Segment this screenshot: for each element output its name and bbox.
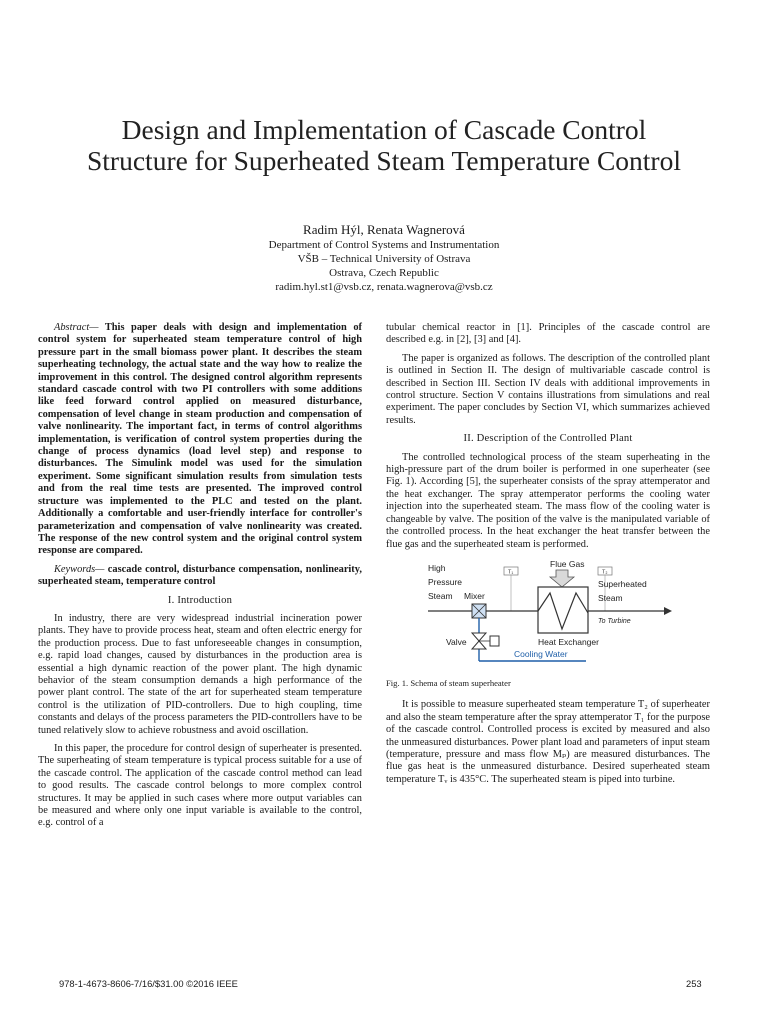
label-t2: T₂ [602,569,608,576]
valve-top [472,633,486,641]
section-heading-plant: II. Description of the Controlled Plant [463,433,633,445]
label-steam-in: Steam [428,590,453,601]
title-line-2: Structure for Superheated Steam Temperature Control [87,145,681,176]
superheater-diagram [426,557,676,673]
intro-paragraph-2: In this paper, the procedure for control design of superheater is presented. The superheating of steam temperature is typical process suitable for a use of the cascade control. The application of the cascade control method can lead to good results. The cascade control belongs to more complex control structures. It may be applied in such cases where more output variables can be measured and where only one input variable is available to the control, e.g. control of a [38,743,362,829]
plant-paragraph: The controlled technological process of the steam superheating in the high-pressure part of the drum boiler is performed in one superheater (see Fig. 1). According [5], the superheater consists of the spray attemperator and the heat exchanger. The spray attemperator performs the cooling water injection into the superheated steam. The mass flow of the cooling water is changeable by valve. The position of the valve is the manipulated variable of the controlled process. In the heat exchanger the heat transfer between the flue gas and the superheated steam is performed. [386,451,710,550]
label-to-turbine: To Turbine [598,617,631,625]
keywords-label: Keywords— [54,563,105,575]
abstract-label: Abstract— [54,322,99,333]
intro-paragraph-1: In industry, there are very widespread industrial incineration power plants. They have to provide process heat, steam and often electric energy for the production process. Due to fast unforeseeable changes in consumption, e.g. rapid load changes, caused by disturbances in the production area is essential a high dynamic reaction of the power plant. The high dynamic behavior of the steam consumption demands a high performance of the power plant control. The state of the art for superheated steam temperature control is the utilization of PID-controllers. Due to high coupling, time constants and delays of the process parameters the PID-controllers have to be tuned relatively slow to achieve robustness and avoid oscillation. [38,612,362,736]
abstract-text: This paper deals with design and implementation of control system for superheated steam temperature control of high pressure part in the small biomass power plant. It describes the steam superheating technology, the actual state and the way how to realize the improvement in this control. The designed control algorithm represents standard cascade control with two PI controllers with some additions like feed forward control applied on measured disturbance, compensation of level change in steam production and compensation of valve nonlinearity. The important fact, in terms of control algorithms implementation, is verification of control system properties during the change of process dynamics (load level step) and response to disturbances. The Simulink model was used for the simulation experiment. Some significant simulation results from simulation tests and from the real time tests are presented. The improved control structure was implemented to the PLC and tested on the plant. Additionally a comfortable and user-friendly interface for controller's parameterization and compensation of valve nonlinearity was created. The response of the new control system and the original control system response are compared. [38,322,362,557]
footer-isbn: 978-1-4673-8606-7/16/$31.00 ©2016 IEEE [59,978,238,989]
valve-actuator [490,636,499,646]
affiliation-university: VŠB – Technical University of Ostrava [297,253,471,265]
superheater-figure [386,557,710,673]
label-heat-exchanger: Heat Exchanger [538,636,599,647]
steam-out-arrowhead [664,607,672,615]
section-heading-introduction: I. Introduction [167,594,233,606]
intro-paragraph-continued: tubular chemical reactor in [1]. Principles of the cascade control are described e.g. in [2], [3] and [4]. [386,322,710,346]
figure-caption: Fig. 1. Schema of steam superheater [386,677,511,688]
abstract [38,322,362,558]
valve-bottom [472,641,486,649]
keywords [38,564,362,589]
paper-title [20,114,748,176]
right-column [386,322,710,792]
label-t1: T₁ [508,569,514,576]
label-steam-out: Steam [598,592,623,603]
affiliation-email: radim.hyl.st1@vsb.cz, renata.wagnerova@vsb.cz [275,281,493,293]
label-high: High [428,562,446,573]
label-pressure: Pressure [428,576,463,587]
left-column [38,322,362,836]
keywords-text: cascade control, disturbance compensation, nonlinearity, superheated steam, temperature control [38,563,362,588]
affiliation-city: Ostrava, Czech Republic [329,267,439,279]
label-cooling-water: Cooling Water [514,648,568,659]
measurement-paragraph: It is possible to measure superheated steam temperature T₂ of superheater and also the steam temperature after the spray attemperator T₁ for the purpose of the cascade control. Controlled process is excited by measured and also the unmeasured disturbances. Power plant load and parameters of input steam (temperature, pressure and mass flow Mₚ) are measured disturbances. The flue gas heat is the unmeasured disturbance. Desired superheated steam temperature Tᵥ is 435°C. The superheated steam is piped into turbine. [386,699,710,785]
authors: Radim Hýl, Renata Wagnerová [303,222,465,237]
label-superheated: Superheated [598,578,647,589]
page-number: 253 [686,978,702,989]
label-flue-gas: Flue Gas [550,558,585,569]
affiliation [0,238,768,294]
flue-gas-arrow [550,570,574,587]
label-mixer: Mixer [464,590,485,601]
title-line-1: Design and Implementation of Cascade Control [121,114,647,145]
affiliation-department: Department of Control Systems and Instrumentation [268,239,500,251]
label-valve: Valve [446,636,467,647]
organization-paragraph: The paper is organized as follows. The description of the controlled plant is outlined in Section II. The design of multivariable cascade control is described in Section III. Section IV deals with additional improvements in control structure. Section V contains illustrations from simulations and real experiment. The paper concludes by Section VI, which summarizes achieved results. [386,352,710,426]
